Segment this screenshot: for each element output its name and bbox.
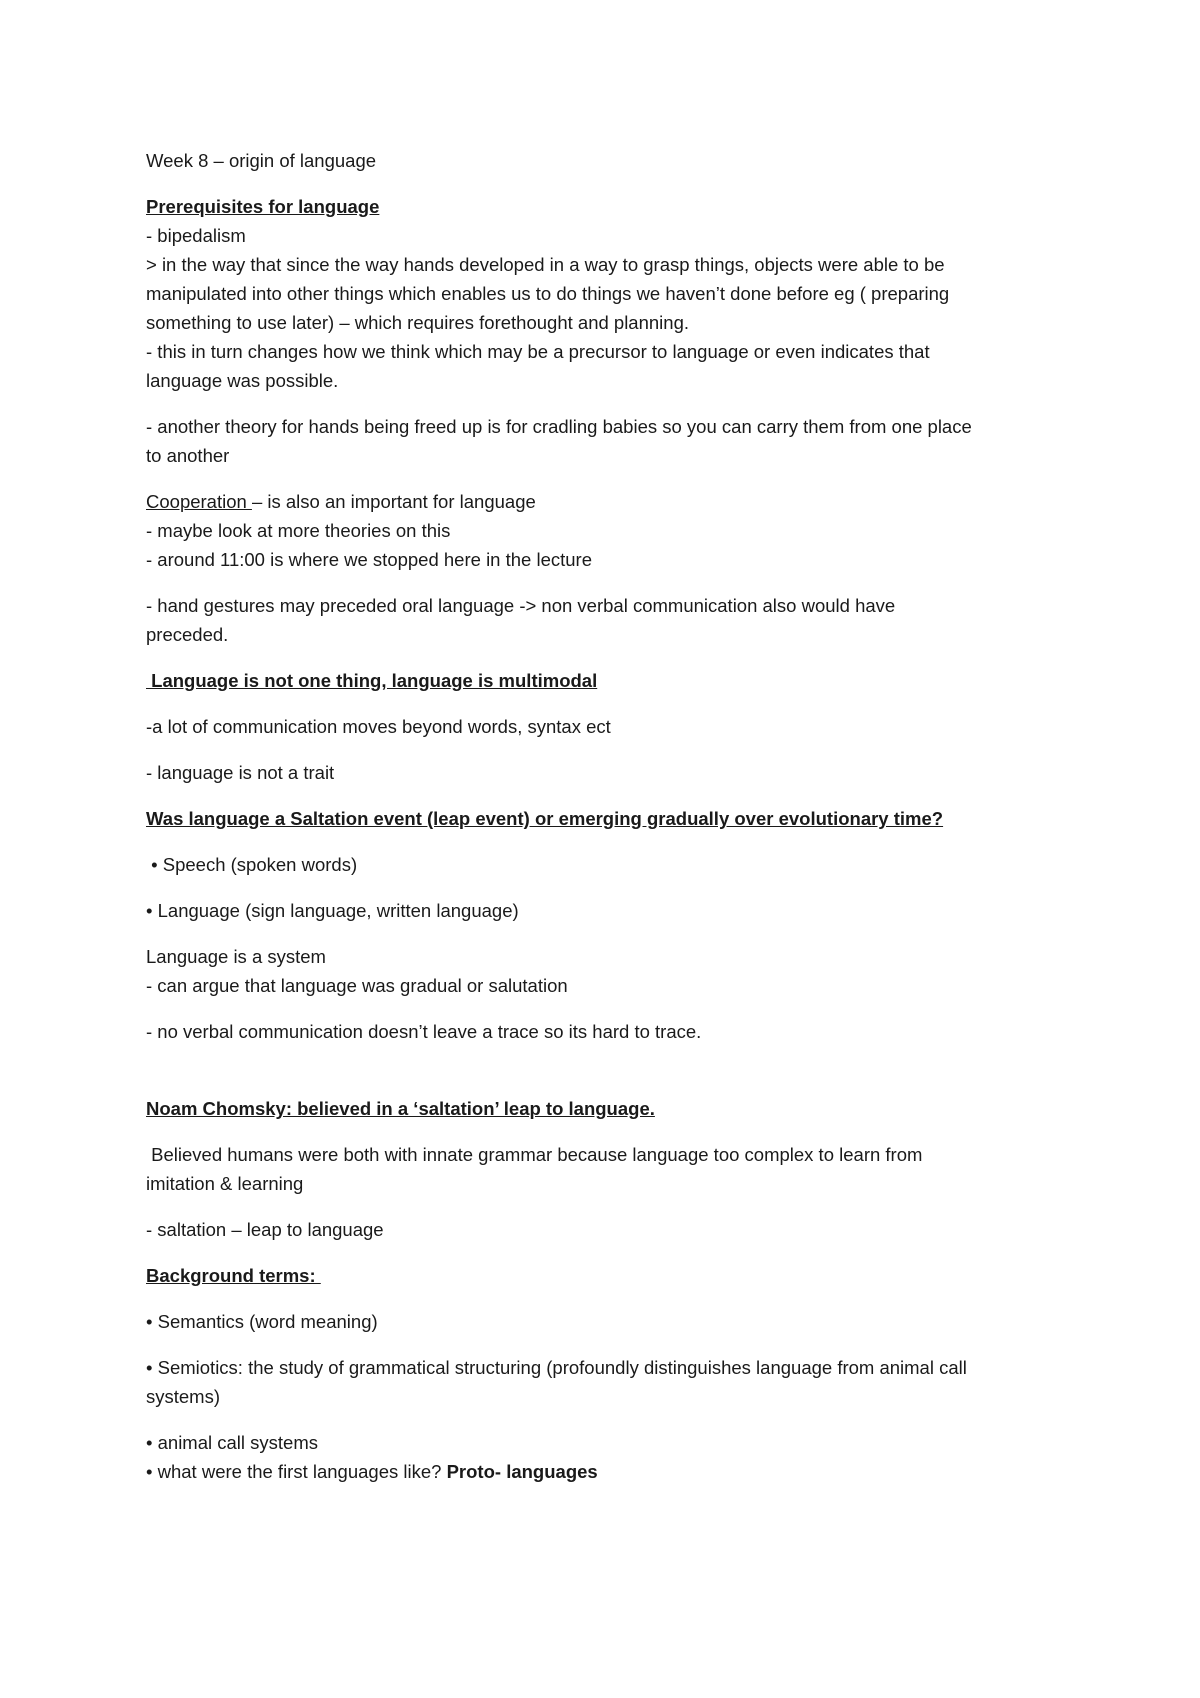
text-line: - language is not a trait [146,762,335,783]
document-page [146,146,1086,1486]
bullet-item: • Semantics (word meaning) [146,1311,378,1332]
bullet-text: • what were the first languages like? [146,1461,447,1482]
text-line: - hand gestures may preceded oral language -> non verbal communication also would have [146,595,896,616]
bullet-item: • animal call systems [146,1432,318,1453]
heading-cooperation: Cooperation [146,491,252,512]
text-line: - bipedalism [146,225,246,246]
text-line: - no verbal communication doesn’t leave a trace so its hard to trace. [146,1021,702,1042]
text-line: manipulated into other things which enables us to do things we haven’t done before eg ( preparing [146,283,950,304]
text-line: - around 11:00 is where we stopped here in the lecture [146,549,592,570]
proto-languages-term: Proto- languages [446,1461,598,1482]
bullet-item: • Semiotics: the study of grammatical structuring (profoundly distinguishes language from animal call [146,1357,967,1378]
text-line: systems) [146,1386,220,1407]
text-line: imitation & learning [146,1173,304,1194]
text-line: Language is a system [146,946,326,967]
text-line: -a lot of communication moves beyond words, syntax ect [146,716,611,737]
heading-multimodal: Language is not one thing, language is multimodal [146,670,598,691]
text-line: - can argue that language was gradual or salutation [146,975,568,996]
heading-background-terms: Background terms: [146,1265,321,1286]
text-line: to another [146,445,230,466]
text-line: - this in turn changes how we think which may be a precursor to language or even indicates that [146,341,930,362]
text-line: - maybe look at more theories on this [146,520,451,541]
cooperation-text: – is also an important for language [251,491,536,512]
text-line: - another theory for hands being freed up is for cradling babies so you can carry them from one place [146,416,972,437]
heading-prerequisites: Prerequisites for language [146,196,380,217]
bullet-item: • Language (sign language, written language) [146,900,519,921]
text-line: something to use later) – which requires forethought and planning. [146,312,690,333]
cooperation-line [146,487,1086,516]
text-line: > in the way that since the way hands developed in a way to grasp things, objects were able to be [146,254,945,275]
text-line: preceded. [146,624,229,645]
text-line: - saltation – leap to language [146,1219,384,1240]
bullet-item: • Speech (spoken words) [146,854,358,875]
bullet-item [146,1457,1086,1486]
document-title: Week 8 – origin of language [146,150,377,171]
heading-saltation-question: Was language a Saltation event (leap event) or emerging gradually over evolutionary time? [146,808,944,829]
heading-chomsky: Noam Chomsky: believed in a ‘saltation’ leap to language. [146,1098,655,1119]
text-line: language was possible. [146,370,339,391]
text-line: Believed humans were both with innate grammar because language too complex to learn from [146,1144,923,1165]
